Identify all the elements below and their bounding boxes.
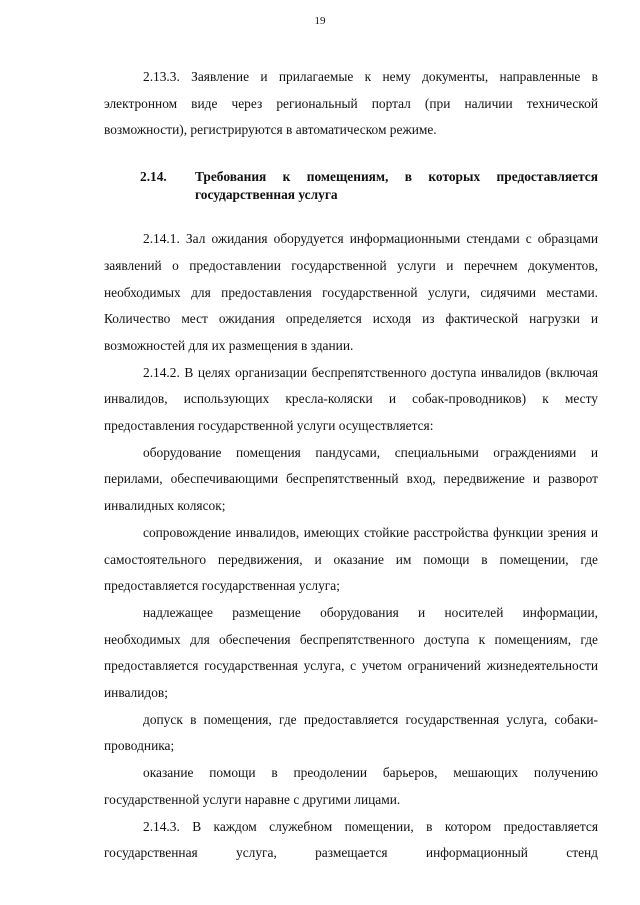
page-number: 19 bbox=[314, 15, 326, 27]
section-number: 2.14. bbox=[140, 169, 167, 185]
paragraph-2-14-2: 2.14.2. В целях организации беспрепятственного доступа инвалидов (включая инвалидов, использующих кресла-коляски и собак-проводников) к месту предоставления государственной услуги осуществляется: bbox=[104, 364, 598, 434]
list-item: сопровождение инвалидов, имеющих стойкие расстройства функции зрения и самостоятельного передвижения, и оказание им помощи в помещении, где предоставляется государственная услуга; bbox=[104, 524, 598, 594]
paragraph-2-13-3: 2.13.3. Заявление и прилагаемые к нему документы, направленные в электронном виде через региональный портал (при наличии технической возможности), регистрируются в автоматическом режиме. bbox=[104, 69, 598, 138]
section-heading-2-14 bbox=[104, 168, 598, 204]
paragraph-2-14-1: 2.14.1. Зал ожидания оборудуется информационными стендами с образцами заявлений о предоставлении государственной услуги и перечнем документов, необходимых для предоставления государственной услуги, сидячими местами. Количество мест ожидания определяется исходя из фактической нагрузки и возможностей для их размещения в здании. bbox=[104, 231, 598, 353]
list-item: допуск в помещения, где предоставляется государственная услуга, собаки-проводника; bbox=[104, 711, 598, 754]
list-item: надлежащее размещение оборудования и носителей информации, необходимых для обеспечения беспрепятственного доступа к помещениям, где предоставляется государственная услуга, с учетом ограничений жизнедеятельности инвалидов; bbox=[104, 604, 598, 701]
list-item: оказание помощи в преодолении барьеров, мешающих получению государственной услуги наравне с другими лицами. bbox=[104, 765, 598, 807]
section-title: Требования к помещениям, в которых предоставляется государственная услуга bbox=[195, 169, 598, 203]
page-body bbox=[104, 64, 598, 867]
paragraph-2-14-3: 2.14.3. В каждом служебном помещении, в котором предоставляется государственная услуга, размещается информационный стенд bbox=[104, 818, 598, 861]
list-item: оборудование помещения пандусами, специальными ограждениями и перилами, обеспечивающими беспрепятственный вход, передвижение и разворот инвалидных колясок; bbox=[104, 444, 598, 514]
